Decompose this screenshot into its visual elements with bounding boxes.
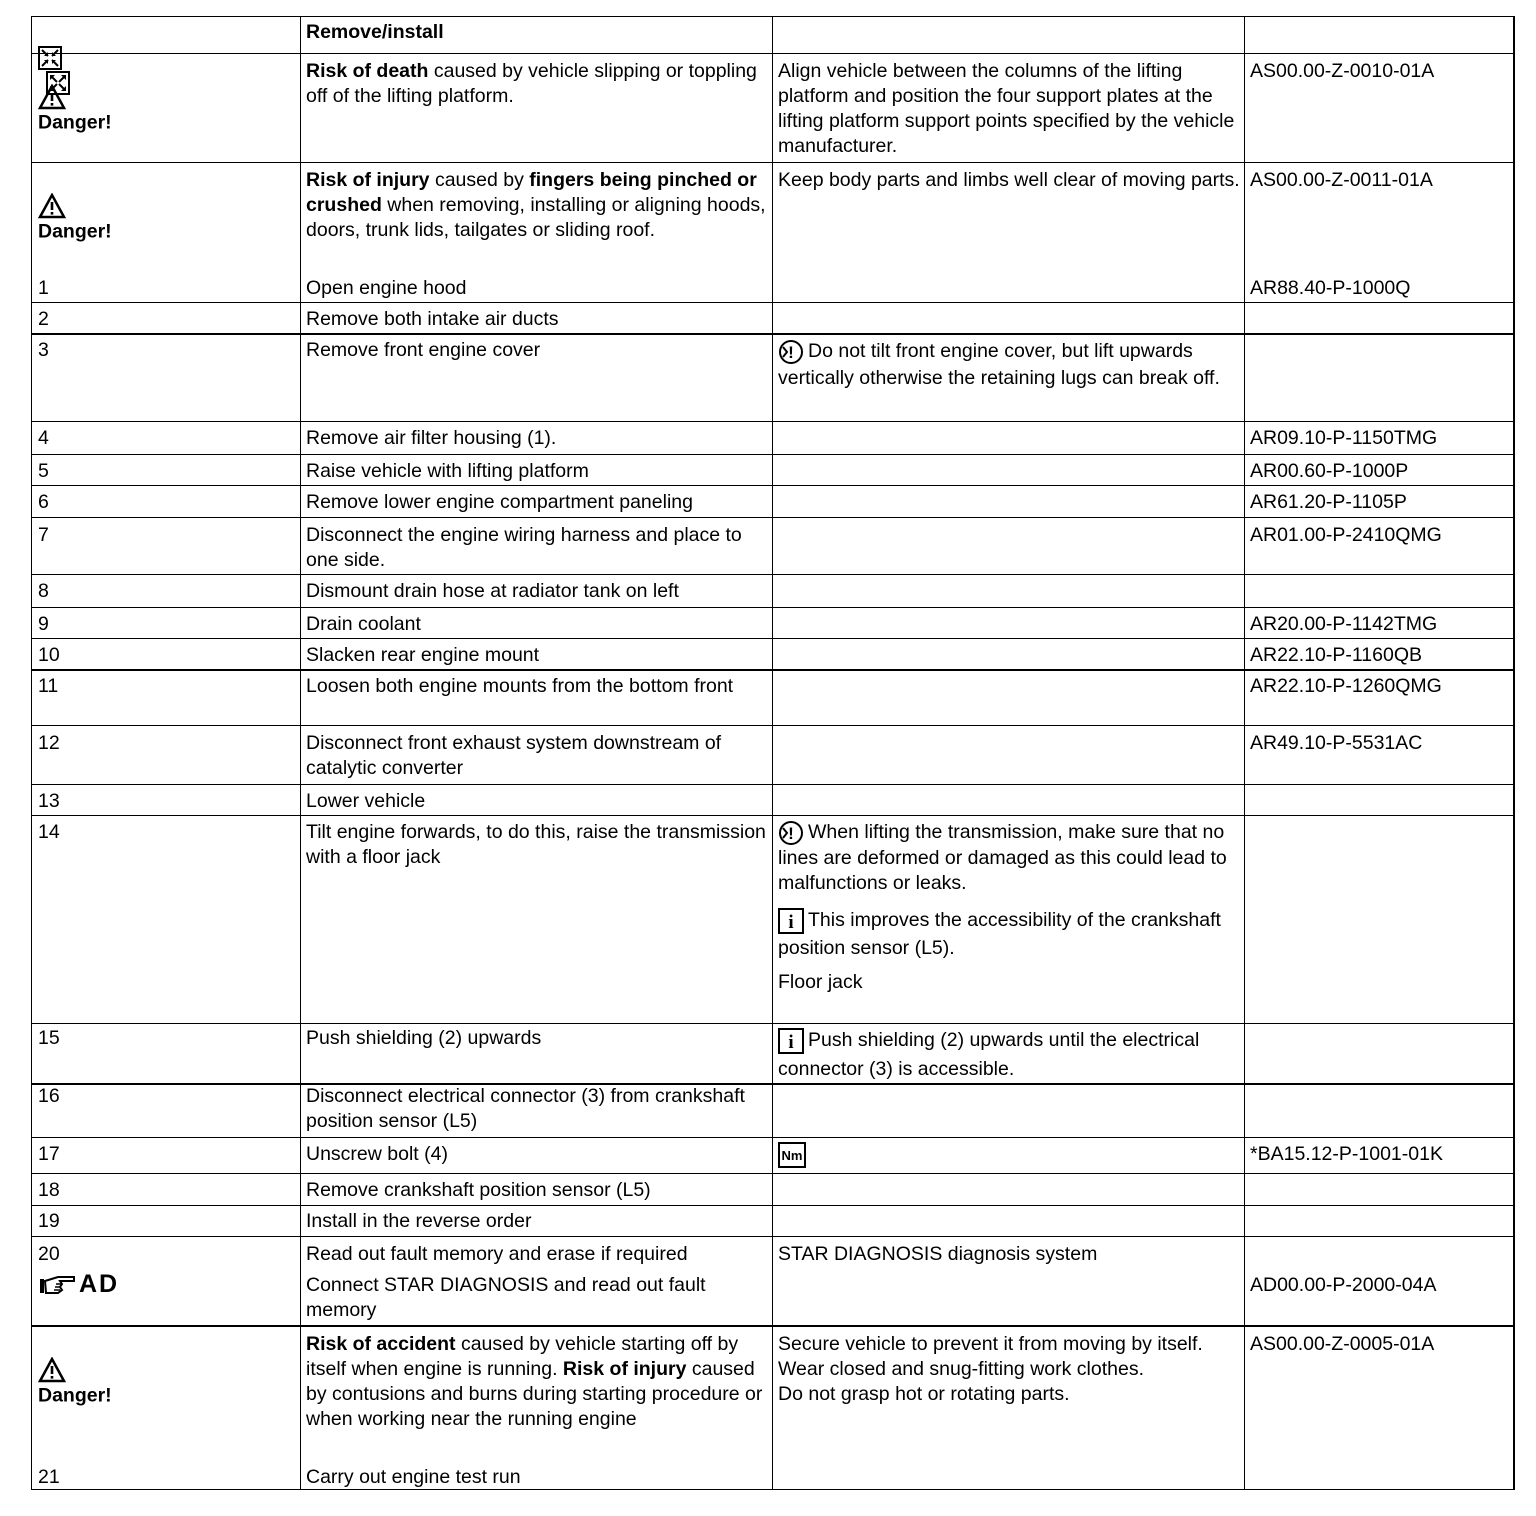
step-number: 5 bbox=[38, 460, 49, 482]
step-text: Remove crankshaft position sensor (L5) bbox=[306, 1179, 651, 1201]
step-text: Remove front engine cover bbox=[306, 339, 541, 361]
step-number: 21 bbox=[38, 1466, 60, 1488]
danger-description bbox=[306, 59, 776, 109]
step-note bbox=[778, 338, 1243, 392]
svg-text:i: i bbox=[788, 911, 794, 933]
svg-text:!: ! bbox=[788, 342, 794, 362]
step-number: 9 bbox=[38, 613, 49, 635]
step-number: 3 bbox=[38, 339, 49, 361]
step-reference[interactable]: AR61.20-P-1105P bbox=[1250, 491, 1407, 513]
step-reference[interactable]: AR01.00-P-2410QMG bbox=[1250, 524, 1442, 546]
row-divider bbox=[32, 669, 1513, 671]
step-text: Remove lower engine compartment paneling bbox=[306, 491, 693, 513]
step-text: Unscrew bolt (4) bbox=[306, 1143, 448, 1165]
step-info bbox=[778, 1026, 1243, 1084]
step-text: Disconnect front exhaust system downstream of catalytic converter bbox=[306, 732, 722, 779]
svg-text:!: ! bbox=[788, 824, 794, 843]
column-divider bbox=[300, 17, 301, 1489]
step-number: 20 bbox=[38, 1243, 60, 1265]
torque-icon[interactable] bbox=[778, 1142, 806, 1168]
row-divider bbox=[32, 485, 1513, 486]
step-reference[interactable]: AR00.60-P-1000P bbox=[1250, 460, 1409, 482]
step-text: Remove air filter housing (1). bbox=[306, 427, 557, 449]
step-number: 7 bbox=[38, 524, 49, 546]
info-icon bbox=[778, 1028, 804, 1054]
procedure-table bbox=[31, 16, 1515, 1490]
risk-text: caused by vehicle slipping or toppling off of the lifting platform. bbox=[306, 60, 757, 107]
row-divider bbox=[32, 607, 1513, 608]
step-text: Lower vehicle bbox=[306, 790, 426, 812]
step-reference[interactable]: AR20.00-P-1142TMG bbox=[1250, 613, 1438, 635]
step-text: Drain coolant bbox=[306, 613, 421, 635]
row-divider bbox=[32, 162, 1513, 163]
risk-text: caused by contusions and burns during starting procedure or when working near the running engine bbox=[306, 1358, 763, 1430]
info-icon bbox=[778, 908, 804, 934]
pointing-hand-icon bbox=[38, 1273, 76, 1297]
step-reference[interactable]: AR88.40-P-1000Q bbox=[1250, 277, 1411, 299]
danger-label bbox=[38, 168, 293, 244]
step-number: 1 bbox=[38, 277, 49, 299]
note-text: Do not tilt front engine cover, but lift upwards vertically otherwise the retaining lugs can break off. bbox=[778, 340, 1220, 389]
danger-measure: Align vehicle between the columns of the lifting platform and position the four support plates at the lifting platform support points specified by the vehicle manufacturer. bbox=[778, 60, 1235, 157]
step-text: Raise vehicle with lifting platform bbox=[306, 460, 589, 482]
row-divider bbox=[32, 1325, 1513, 1327]
row-divider bbox=[32, 574, 1513, 575]
danger-measure: Keep body parts and limbs well clear of moving parts. bbox=[778, 169, 1240, 191]
ad-reference[interactable]: AD00.00-P-2000-04A bbox=[1250, 1274, 1437, 1296]
ad-text: AD bbox=[79, 1270, 120, 1299]
risk-text: caused by vehicle starting off by itself when engine is running. bbox=[306, 1333, 739, 1380]
warning-triangle-icon bbox=[38, 1357, 66, 1383]
row-divider bbox=[32, 1236, 1513, 1237]
row-divider bbox=[32, 1205, 1513, 1206]
step-text: Slacken rear engine mount bbox=[306, 644, 540, 666]
step-number: 4 bbox=[38, 427, 49, 449]
step-text: Loosen both engine mounts from the bottom front bbox=[306, 675, 734, 697]
row-divider bbox=[32, 1137, 1513, 1138]
row-divider bbox=[32, 302, 1513, 303]
step-number: 6 bbox=[38, 491, 49, 513]
row-divider bbox=[32, 1023, 1513, 1024]
step-number: 13 bbox=[38, 790, 60, 812]
note-text: When lifting the transmission, make sure that no lines are deformed or damaged as this could lead to malfunctions or leaks. bbox=[778, 821, 1227, 894]
danger-description bbox=[306, 1332, 776, 1432]
info-text: Push shielding (2) upwards until the electrical connector (3) is accessible. bbox=[778, 1029, 1200, 1080]
warning-triangle-icon bbox=[38, 193, 66, 219]
danger-text: Danger! bbox=[38, 220, 112, 243]
danger-label bbox=[38, 59, 293, 135]
column-divider bbox=[1244, 17, 1245, 1489]
risk-title: Risk of death bbox=[306, 60, 429, 82]
risk-emphasis: Risk of injury bbox=[562, 1358, 687, 1380]
row-divider bbox=[32, 815, 1513, 816]
info-text: This improves the accessibility of the crankshaft position sensor (L5). bbox=[778, 909, 1221, 959]
step-text: Remove both intake air ducts bbox=[306, 308, 559, 330]
page-title: Remove/install bbox=[306, 21, 444, 43]
row-divider bbox=[32, 517, 1513, 518]
row-divider bbox=[32, 333, 1513, 335]
step-number: 2 bbox=[38, 308, 49, 330]
step-note: STAR DIAGNOSIS diagnosis system bbox=[778, 1243, 1098, 1265]
risk-title: Risk of injury bbox=[306, 169, 430, 191]
danger-measure: Secure vehicle to prevent it from moving by itself. Wear closed and snug-fitting work clothes. Do not grasp hot or rotating parts. bbox=[778, 1333, 1203, 1405]
torque-icon-label: Nm bbox=[781, 1148, 803, 1163]
step-text: Disconnect electrical connector (3) from crankshaft position sensor (L5) bbox=[306, 1085, 745, 1132]
risk-emphasis: fingers being pinched or crushed bbox=[306, 169, 757, 216]
step-text: Dismount drain hose at radiator tank on left bbox=[306, 580, 679, 602]
row-divider bbox=[32, 725, 1513, 726]
step-reference[interactable]: *BA15.12-P-1001-01K bbox=[1250, 1143, 1443, 1165]
svg-text:i: i bbox=[788, 1031, 794, 1053]
danger-reference[interactable]: AS00.00-Z-0010-01A bbox=[1250, 60, 1435, 82]
step-text: Carry out engine test run bbox=[306, 1466, 521, 1488]
caution-icon bbox=[778, 820, 804, 846]
row-divider bbox=[32, 784, 1513, 785]
danger-description bbox=[306, 168, 776, 243]
danger-reference[interactable]: AS00.00-Z-0005-01A bbox=[1250, 1333, 1435, 1355]
step-reference[interactable]: AR49.10-P-5531AC bbox=[1250, 732, 1423, 754]
step-text: Push shielding (2) upwards bbox=[306, 1027, 542, 1049]
step-number: 10 bbox=[38, 644, 60, 666]
ad-label bbox=[38, 1272, 293, 1297]
step-text: Disconnect the engine wiring harness and place to one side. bbox=[306, 524, 742, 571]
step-reference[interactable]: AR09.10-P-1150TMG bbox=[1250, 427, 1438, 449]
row-divider bbox=[32, 421, 1513, 422]
risk-title: Risk of accident bbox=[306, 1333, 456, 1355]
danger-label bbox=[38, 1332, 293, 1408]
step-number: 16 bbox=[38, 1085, 60, 1107]
row-divider bbox=[32, 638, 1513, 639]
step-tool: Floor jack bbox=[778, 971, 863, 993]
step-number: 8 bbox=[38, 580, 49, 602]
step-number: 14 bbox=[38, 821, 60, 843]
step-note bbox=[778, 820, 1243, 896]
risk-text: when removing, installing or aligning hoods, doors, trunk lids, tailgates or sliding roof. bbox=[306, 194, 766, 241]
step-number: 15 bbox=[38, 1027, 60, 1049]
ad-step-text: Connect STAR DIAGNOSIS and read out fault memory bbox=[306, 1274, 706, 1321]
step-text: Read out fault memory and erase if required bbox=[306, 1243, 688, 1265]
danger-text: Danger! bbox=[38, 111, 112, 134]
step-number: 19 bbox=[38, 1210, 60, 1232]
step-text: Open engine hood bbox=[306, 277, 467, 299]
step-number: 11 bbox=[38, 675, 59, 697]
risk-text: caused by bbox=[429, 169, 530, 191]
row-divider bbox=[32, 1173, 1513, 1174]
row-divider bbox=[32, 454, 1513, 455]
step-text: Tilt engine forwards, to do this, raise the transmission with a floor jack bbox=[306, 821, 766, 868]
danger-reference[interactable]: AS00.00-Z-0011-01A bbox=[1250, 169, 1433, 191]
warning-triangle-icon bbox=[38, 84, 66, 110]
step-text: Install in the reverse order bbox=[306, 1210, 532, 1232]
step-info bbox=[778, 906, 1243, 962]
step-number: 17 bbox=[38, 1143, 60, 1165]
caution-icon bbox=[778, 339, 804, 365]
torque-icon-cell bbox=[778, 1142, 1243, 1168]
step-number: 18 bbox=[38, 1179, 60, 1201]
step-number: 12 bbox=[38, 732, 60, 754]
step-reference[interactable]: AR22.10-P-1260QMG bbox=[1250, 675, 1442, 697]
step-reference[interactable]: AR22.10-P-1160QB bbox=[1250, 644, 1422, 666]
danger-text: Danger! bbox=[38, 1384, 112, 1407]
